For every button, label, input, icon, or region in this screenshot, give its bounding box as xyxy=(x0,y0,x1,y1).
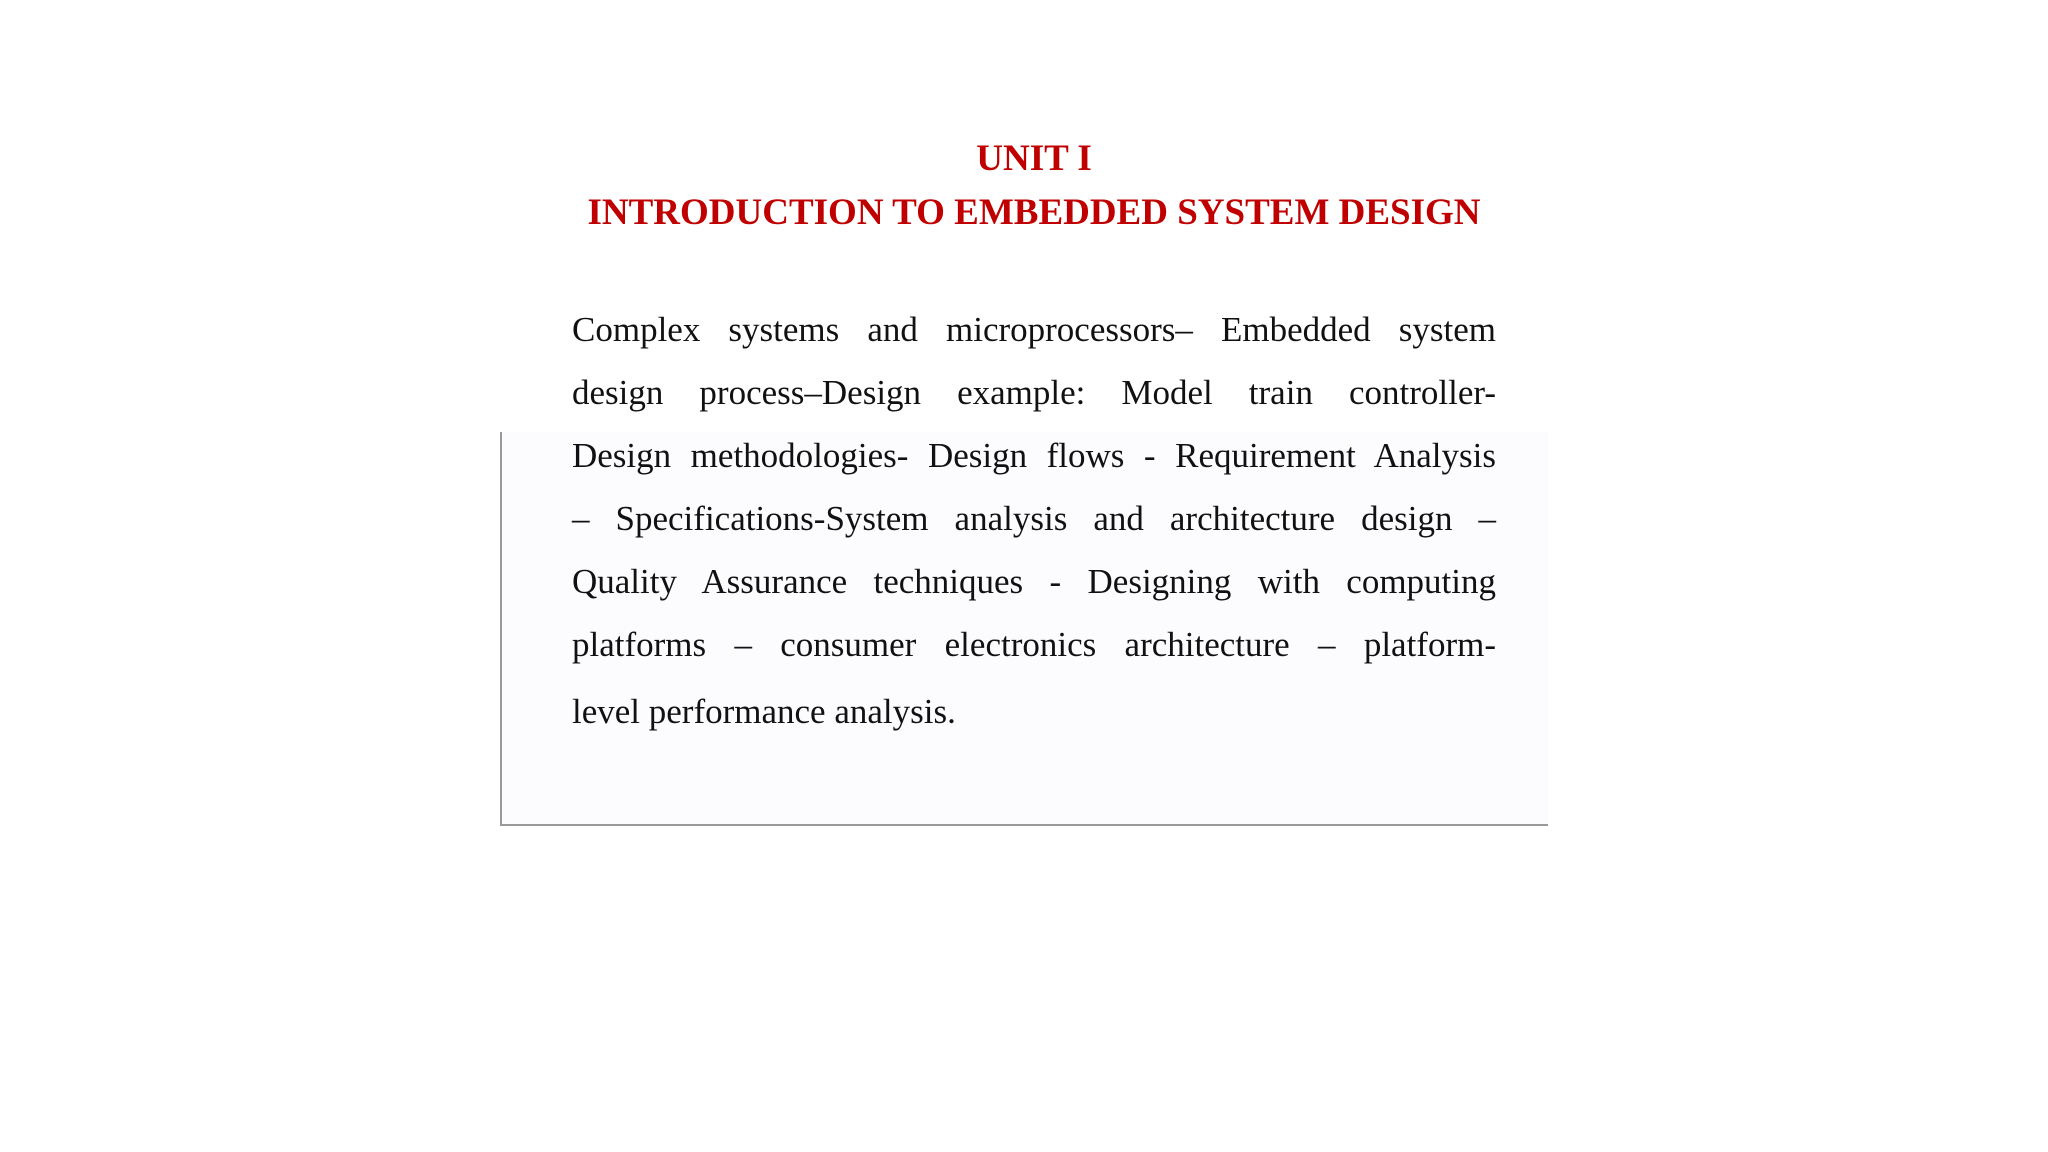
syllabus-line: – Specifications-System analysis and architecture design – xyxy=(572,499,1496,538)
syllabus-line: level performance analysis. xyxy=(572,692,956,731)
syllabus-line: platforms – consumer electronics architecture – platform- xyxy=(572,625,1496,664)
unit-heading: UNIT I xyxy=(976,138,1092,179)
syllabus-line: Complex systems and microprocessors– Embedded system xyxy=(572,310,1496,349)
syllabus-text xyxy=(572,298,1496,742)
syllabus-line: Design methodologies- Design flows - Requirement Analysis xyxy=(572,436,1496,475)
unit-title: INTRODUCTION TO EMBEDDED SYSTEM DESIGN xyxy=(587,192,1481,233)
syllabus-line: Quality Assurance techniques - Designing with computing xyxy=(572,562,1496,601)
slide-title xyxy=(0,132,2048,240)
syllabus-line: design process–Design example: Model train controller- xyxy=(572,373,1496,412)
